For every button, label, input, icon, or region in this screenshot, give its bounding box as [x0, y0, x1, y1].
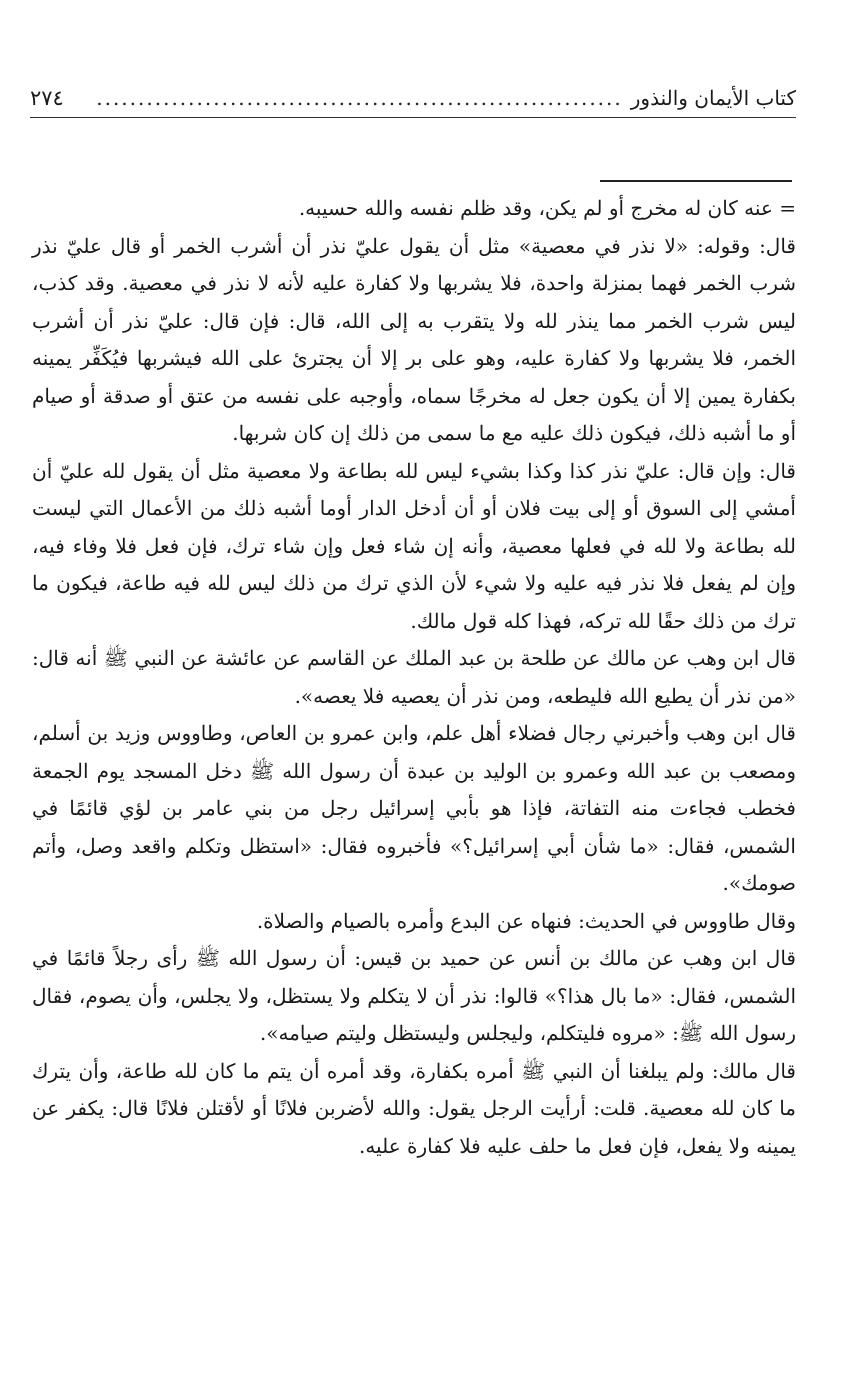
header-rule — [30, 117, 796, 118]
footnote-rule — [600, 180, 792, 182]
leader-dots: ............................................................... — [96, 86, 623, 110]
paragraph: قال: وقوله: «لا نذر في معصية» مثل أن يقول عليّ نذر أن أشرب الخمر أو قال عليّ نذر شرب الخمر فهما بمنزلة واحدة، فلا يشربها ولا كفارة عليه لأنه لا نذر في معصية. وقد كذب، ليس شرب الخمر مما ينذر لله ولا يتقرب به إلى الله، قال: فإن قال: عليّ نذر أن أشرب الخمر، فلا يشربها ولا كفارة عليه، وهو على بر إلا أن يجترئ على الله فيشربها فيُكَفِّر يمينه بكفارة يمين إلا أن يكون جعل له مخرجًا سماه، وأوجبه على نفسه من عتق أو صدقة أو صيام أو ما أشبه ذلك، فيكون ذلك عليه مع ما سمى من ذلك إن كان شربها. — [32, 233, 796, 445]
paragraph: وقال طاووس في الحديث: فنهاه عن البدع وأمره بالصيام والصلاة. — [256, 908, 796, 933]
running-header — [30, 80, 796, 116]
paragraph: قال ابن وهب عن مالك عن طلحة بن عبد الملك عن القاسم عن عائشة عن النبي ﷺ أنه قال: «من نذر أن يطيع الله فليطعه، ومن نذر أن يعصيه فلا يعصه». — [32, 646, 796, 708]
chapter-title: كتاب الأيمان والنذور — [630, 86, 796, 110]
paragraph: قال: وإن قال: عليّ نذر كذا وكذا بشيء ليس لله بطاعة ولا معصية مثل أن يقول لله عليّ أن أمشي إلى السوق أو إلى بيت فلان أو أن أدخل الدار أوما أشبه ذلك من الأعمال التي ليست لله بطاعة ولا لله في فعلها معصية، وأنه إن شاء فعل وإن شاء ترك، فإن فعل فلا وفاء فيه، وإن لم يفعل فلا نذر فيه عليه ولا شيء لأن الذي ترك من ذلك ليس لله فيه طاعة، فيكون ما ترك من ذلك حقًا لله تركه، فهذا كله قول مالك. — [32, 458, 796, 633]
paragraph: قال مالك: ولم يبلغنا أن النبي ﷺ أمره بكفارة، وقد أمره أن يتم ما كان لله طاعة، وأن يترك ما كان لله معصية. قلت: أرأيت الرجل يقول: والله لأضربن فلانًا أو لأقتلن فلانًا قال: يكفر عن يمينه ولا يفعل، فإن فعل ما حلف عليه فلا كفارة عليه. — [32, 1058, 796, 1158]
paragraph: قال ابن وهب عن مالك بن أنس عن حميد بن قيس: أن رسول الله ﷺ رأى رجلاً قائمًا في الشمس، فقال: «ما بال هذا؟» قالوا: نذر أن لا يتكلم ولا يستظل، ولا يجلس، وأن يصوم، فقال رسول الله ﷺ: «مروه فليتكلم، وليجلس وليستظل وليتم صيامه». — [32, 946, 796, 1045]
body-text — [32, 190, 796, 1165]
paragraph-footnote-continuation: = عنه كان له مخرج أو لم يكن، وقد ظلم نفسه والله حسيبه. — [298, 196, 796, 220]
paragraph: قال ابن وهب وأخبرني رجال فضلاء أهل علم، وابن عمرو بن العاص، وطاووس وزيد بن أسلم، ومصعب بن عبد الله وعمرو بن الوليد بن عبدة أن رسول الله ﷺ دخل المسجد يوم الجمعة فخطب فجاءت منه التفاتة، فإذا هو بأبي إسرائيل رجل من بني عامر بن لؤي قائمًا في الشمس، فقال: «ما شأن أبي إسرائيل؟» فأخبروه فقال: «استظل وتكلم واقعد وصل، وأتم صومك». — [32, 721, 796, 895]
page-number: ٢٧٤ — [30, 86, 64, 110]
